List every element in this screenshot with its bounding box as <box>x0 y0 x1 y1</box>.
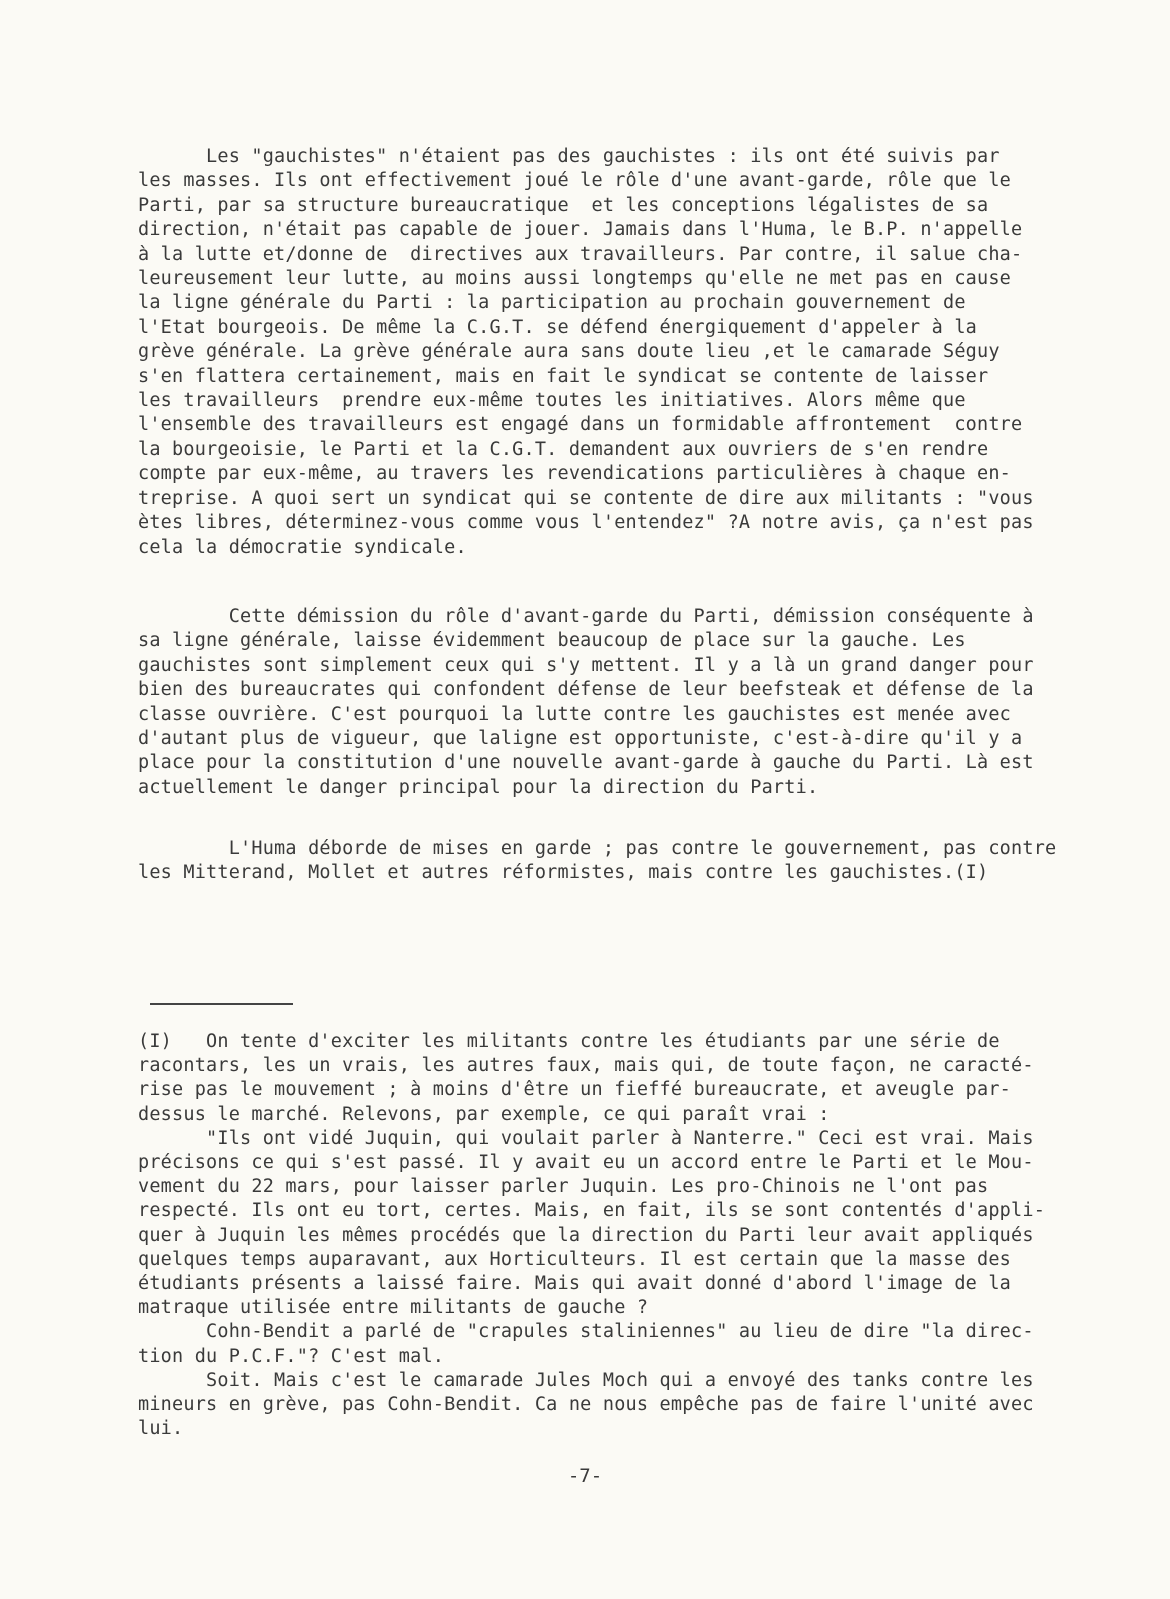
text-line: la ligne générale du Parti : la participation au prochain gouvernement de <box>138 292 966 314</box>
text-line: direction, n'était pas capable de jouer. Jamais dans l'Huma, le B.P. n'appelle <box>138 219 1023 241</box>
footnote-line: respecté. Ils ont eu tort, certes. Mais, en fait, ils se sont contentés d'appli- <box>138 1200 1046 1222</box>
text-line: grève générale. La grève générale aura sans doute lieu ,et le camarade Séguy <box>138 341 1000 363</box>
footnote-line: vement du 22 mars, pour laisser parler Juquin. Les pro-Chinois ne l'ont pas <box>138 1176 989 1198</box>
text-line: la bourgeoisie, le Parti et la C.G.T. demandent aux ouvriers de s'en rendre <box>138 438 989 460</box>
footnote-separator <box>150 1003 293 1005</box>
text-line: à la lutte et/donne de directives aux travailleurs. Par contre, il salue cha- <box>138 243 1023 265</box>
footnote-line: dessus le marché. Relevons, par exemple, ce qui paraît vrai : <box>138 1103 830 1125</box>
footnote-line: tion du P.C.F."? C'est mal. <box>138 1345 445 1367</box>
text-line: l'Etat bourgeois. De même la C.G.T. se défend énergiquement d'appeler à la <box>138 316 978 338</box>
text-line: compte par eux-même, au travers les revendications particulières à chaque en- <box>138 463 1012 485</box>
text-line: d'autant plus de vigueur, que laligne est opportuniste, c'est-à-dire qu'il y a <box>138 728 1023 750</box>
footnote-line: racontars, les un vrais, les autres faux, mais qui, de toute façon, ne caracté- <box>138 1055 1034 1077</box>
text-line: ètes libres, déterminez-vous comme vous l'entendez" ?A notre avis, ça n'est pas <box>138 512 1034 534</box>
paragraph-2 <box>138 605 1123 800</box>
footnote-line: "Ils ont vidé Juquin, qui voulait parler à Nanterre." Ceci est vrai. Mais <box>138 1127 1034 1149</box>
text-line: gauchistes sont simplement ceux qui s'y mettent. Il y a là un grand danger pour <box>138 654 1034 676</box>
text-line: Parti, par sa structure bureaucratique et les conceptions légalistes de sa <box>138 194 989 216</box>
page-number: -7- <box>567 1465 603 1487</box>
text-line: Cette démission du rôle d'avant-garde du Parti, démission conséquente à <box>138 606 1034 627</box>
paragraph-1 <box>138 145 1123 560</box>
paragraph-3 <box>138 837 1123 886</box>
text-line: treprise. A quoi sert un syndicat qui se contente de dire aux militants : "vous <box>138 487 1034 509</box>
text-line: les Mitterand, Mollet et autres réformistes, mais contre les gauchistes.(I) <box>138 862 989 884</box>
footnote-line: mineurs en grève, pas Cohn-Bendit. Ca ne nous empêche pas de faire l'unité avec <box>138 1394 1034 1416</box>
text-line: L'Huma déborde de mises en garde ; pas contre le gouvernement, pas contre <box>138 838 1057 859</box>
footnote <box>138 1030 1123 1441</box>
footnote-line: précisons ce qui s'est passé. Il y avait eu un accord entre le Parti et le Mou- <box>138 1152 1034 1174</box>
text-line: bien des bureaucrates qui confondent défense de leur beefsteak et défense de la <box>138 679 1034 701</box>
footnote-line: Soit. Mais c'est le camarade Jules Moch qui a envoyé des tanks contre les <box>138 1369 1034 1391</box>
footnote-line: quer à Juquin les mêmes procédés que la direction du Parti leur avait appliqués <box>138 1224 1034 1246</box>
text-line: cela la démocratie syndicale. <box>138 536 467 558</box>
text-line: classe ouvrière. C'est pourquoi la lutte contre les gauchistes est menée avec <box>138 703 1012 725</box>
footnote-line: rise pas le mouvement ; à moins d'être un fieffé bureaucrate, et aveugle par- <box>138 1079 1012 1101</box>
footnote-line: (I) On tente d'exciter les militants contre les étudiants par une série de <box>138 1031 1000 1052</box>
text-line: place pour la constitution d'une nouvelle avant-garde à gauche du Parti. Là est <box>138 752 1034 774</box>
text-line: Les "gauchistes" n'étaient pas des gauchistes : ils ont été suivis par <box>138 146 1000 167</box>
text-line: s'en flattera certainement, mais en fait le syndicat se contente de laisser <box>138 365 989 387</box>
text-line: actuellement le danger principal pour la direction du Parti. <box>138 776 819 798</box>
footnote-line: quelques temps auparavant, aux Horticulteurs. Il est certain que la masse des <box>138 1248 1012 1270</box>
footnote-line: étudiants présents a laissé faire. Mais qui avait donné d'abord l'image de la <box>138 1273 1012 1295</box>
text-line: sa ligne générale, laisse évidemment beaucoup de place sur la gauche. Les <box>138 630 966 652</box>
text-line: les masses. Ils ont effectivement joué le rôle d'une avant-garde, rôle que le <box>138 170 1012 192</box>
text-line: l'ensemble des travailleurs est engagé dans un formidable affrontement contre <box>138 414 1023 436</box>
footnote-line: lui. <box>138 1418 184 1440</box>
text-line: leureusement leur lutte, au moins aussi longtemps qu'elle ne met pas en cause <box>138 268 1012 290</box>
footnote-line: Cohn-Bendit a parlé de "crapules staliniennes" au lieu de dire "la direc- <box>138 1321 1034 1343</box>
text-line: les travailleurs prendre eux-même toutes les initiatives. Alors même que <box>138 390 966 412</box>
footnote-line: matraque utilisée entre militants de gauche ? <box>138 1297 649 1319</box>
